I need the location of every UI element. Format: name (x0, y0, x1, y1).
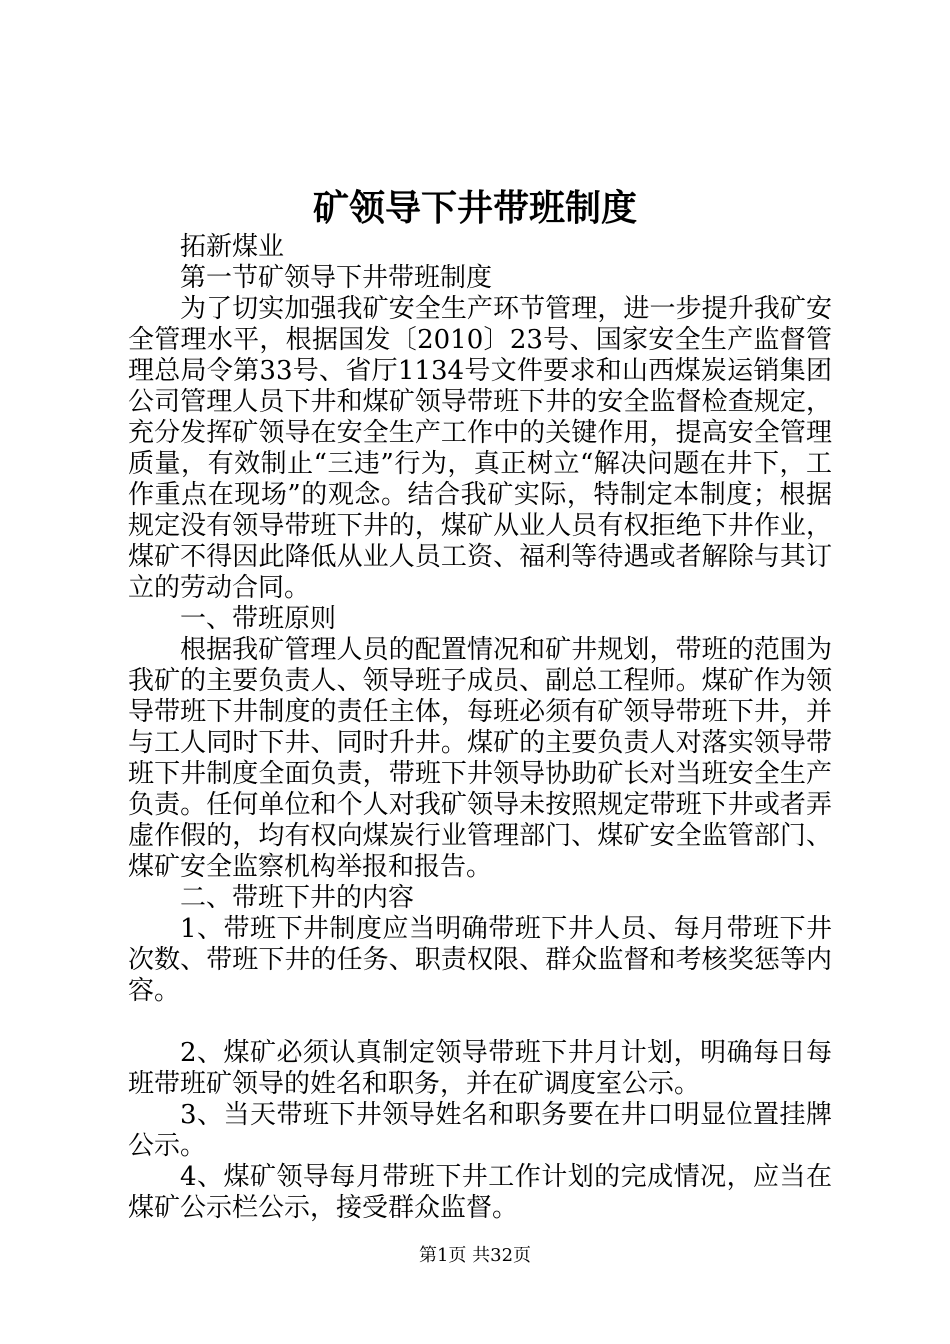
heading-principles: 一、带班原则 (180, 604, 337, 634)
principles-paragraph: 根据我矿管理人员的配置情况和矿井规划，带班的范围为我矿的主要负责人、领导班子成员、副总工程师。煤矿作为领导带班下井制度的责任主体，每班必须有矿领导带班下井，并与工人同时下井、同时升井。煤矿的主要负责人对落实领导带班下井制度全面负责，带班下井领导协助矿长对当班安全生产负责。任何单位和个人对我矿领导未按照规定带班下井或者弄虚作假的，均有权向煤炭行业管理部门、煤矿安全监管部门、煤矿安全监察机构举报和报告。 (128, 635, 832, 882)
item-2: 2、煤矿必须认真制定领导带班下井月计划，明确每日每班带班矿领导的姓名和职务，并在矿调度室公示。 (128, 1038, 832, 1099)
item-3: 3、当天带班下井领导姓名和职务要在井口明显位置挂牌公示。 (128, 1100, 832, 1161)
intro-paragraph: 为了切实加强我矿安全生产环节管理，进一步提升我矿安全管理水平，根据国发〔2010〕23号、国家安全生产监督管理总局令第33号、省厅1134号文件要求和山西煤炭运销集团公司管理人员下井和煤矿领导带班下井的安全监督检查规定，充分发挥矿领导在安全生产工作中的关键作用，提高安全管理质量，有效制止“三违”行为，真正树立“解决问题在井下，工作重点在现场”的观念。结合我矿实际，特制定本制度；根据规定没有领导带班下井的，煤矿从业人员有权拒绝下井作业，煤矿不得因此降低从业人员工资、福利等待遇或者解除与其订立的劳动合同。 (128, 294, 832, 603)
document-title: 矿领导下井带班制度 (312, 187, 637, 229)
section-heading: 第一节矿领导下井带班制度 (180, 263, 493, 293)
blank-line (128, 1007, 832, 1038)
item-4: 4、煤矿领导每月带班下井工作计划的完成情况，应当在煤矿公示栏公示，接受群众监督。 (128, 1162, 832, 1223)
page-footer: 第1页 共32页 (418, 1245, 532, 1266)
heading-contents: 二、带班下井的内容 (180, 883, 415, 913)
document-body (128, 232, 832, 1224)
company-name: 拓新煤业 (180, 232, 285, 262)
item-1: 1、带班下井制度应当明确带班下井人员、每月带班下井次数、带班下井的任务、职责权限、群众监督和考核奖惩等内容。 (128, 914, 832, 1006)
